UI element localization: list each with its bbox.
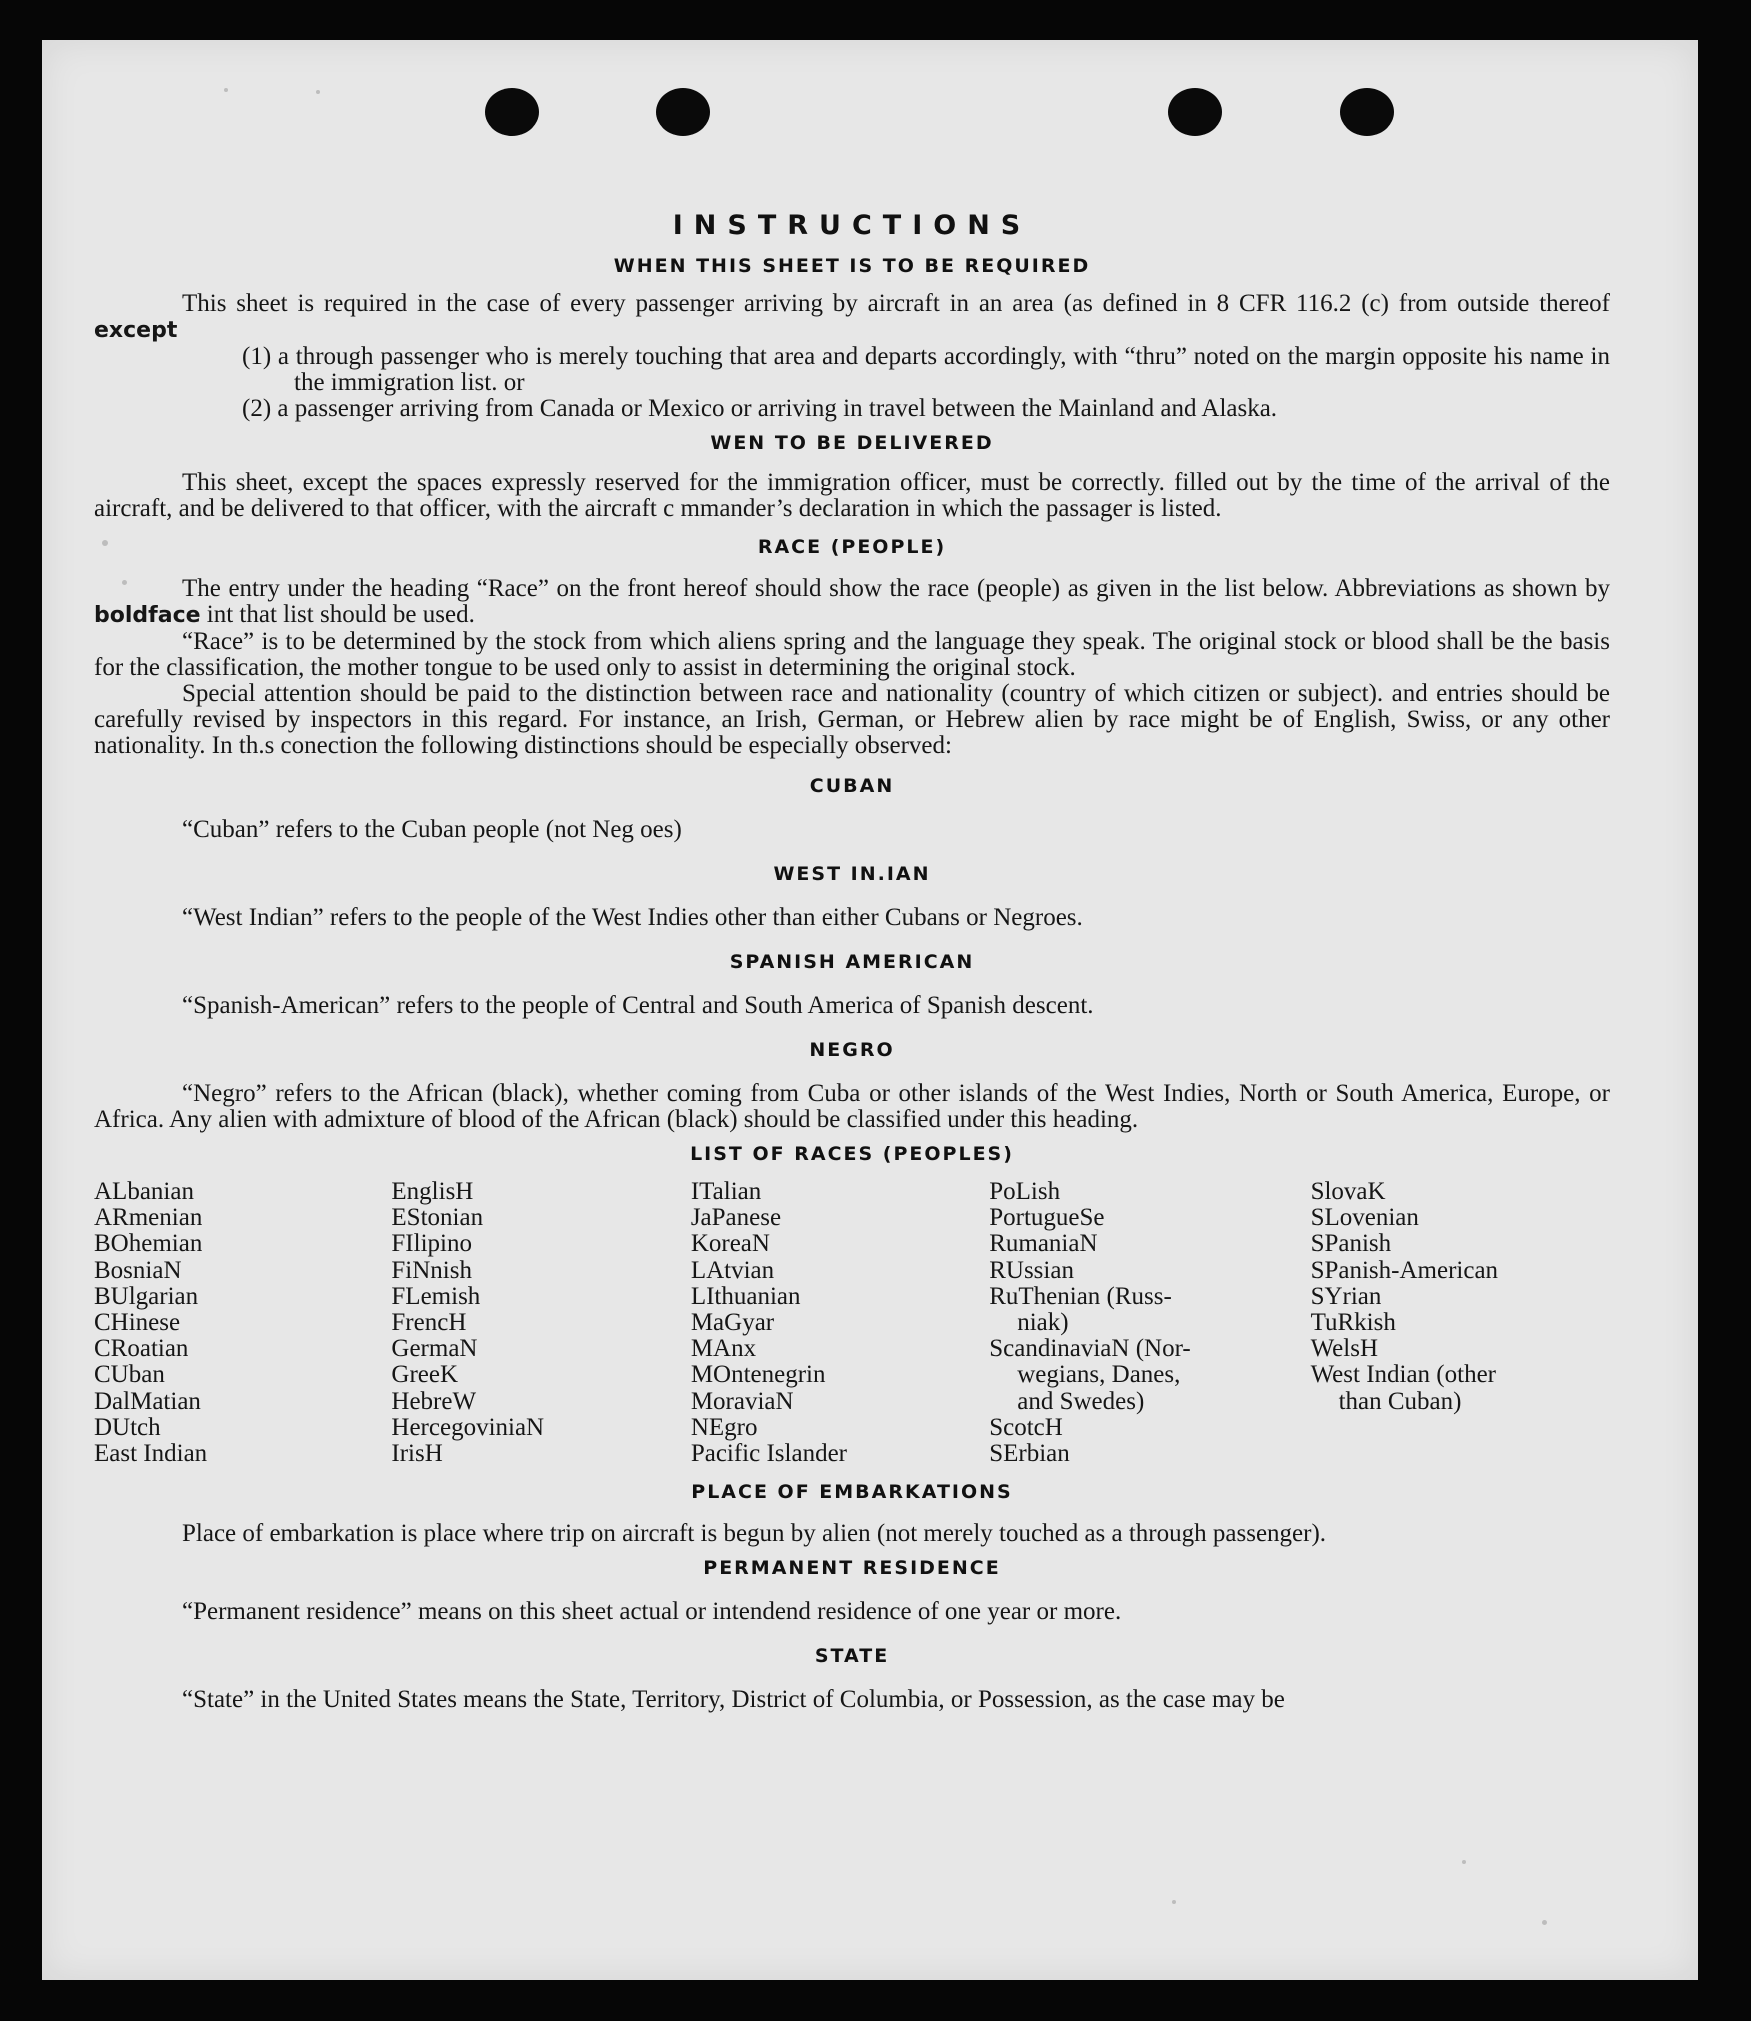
race-item: DUtch: [94, 1413, 161, 1441]
race-item: Pacific Islander: [690, 1440, 847, 1468]
race-item: RuThenian (Russ-: [989, 1282, 1172, 1310]
race-item: CRoatian: [94, 1335, 189, 1363]
race-item: ARmenian: [94, 1204, 203, 1232]
race-item: East Indian: [94, 1440, 208, 1468]
race-item: than Cuban): [1338, 1387, 1462, 1415]
race-item: IrisH: [391, 1440, 443, 1468]
punch-hole: [485, 88, 539, 136]
race-item: BUlgarian: [94, 1282, 199, 1310]
paragraph-place-of-embarkation: Place of embarkation is place where trip on aircraft is begun by alien (not merely touched as a through passenger).: [182, 1520, 1327, 1548]
race-item: FIlipino: [391, 1230, 472, 1258]
race-item: SPanish: [1310, 1230, 1392, 1258]
heading-state: STATE: [814, 1645, 890, 1668]
race-item: HercegoviniaN: [391, 1413, 545, 1441]
race-item: EStonian: [391, 1204, 484, 1232]
race-item: FiNnish: [391, 1256, 472, 1284]
race-item: NEgro: [690, 1413, 758, 1441]
paragraph-race-3: Special attention should be paid to the distinction between race and nationality (country of which citizen or subject). and entries should be carefully revised by inspectors in this regard. For instance, an Irish, German, or Hebrew alien by race might be of English, Swiss, or any other nationality. In th.s conection the following distinctions should be especially observed:: [94, 680, 1610, 759]
heading-permanent-residence: PERMANENT RESIDENCE: [703, 1557, 1001, 1580]
punch-hole: [1340, 88, 1394, 136]
races-column-4: [989, 1179, 1310, 1467]
race-item: ScotcH: [989, 1413, 1063, 1441]
race-item: niak): [1017, 1309, 1069, 1337]
race-item: SYrian: [1310, 1282, 1382, 1310]
race-item: JaPanese: [690, 1204, 782, 1232]
race-item: HebreW: [391, 1387, 477, 1415]
paragraph-when-required: [94, 291, 1610, 344]
list-item: (1) a through passenger who is merely touching that area and departs accordingly, with “thru” noted on the margin opposite his name in the immigration list. or: [242, 343, 1610, 396]
race-item: DalMatian: [94, 1387, 201, 1415]
race-item: CUban: [94, 1361, 165, 1389]
race-item: ITalian: [690, 1178, 762, 1205]
heading-when-required: WHEN THIS SHEET IS TO BE REQUIRED: [613, 255, 1091, 277]
race-item: FrencH: [391, 1309, 467, 1337]
race-item: PortugueSe: [989, 1204, 1105, 1232]
race-item: wegians, Danes,: [1017, 1361, 1181, 1389]
race-item: ALbanian: [94, 1178, 194, 1205]
heading-when-delivered: WEN TO BE DELIVERED: [710, 432, 994, 454]
heading-negro: NEGRO: [809, 1039, 895, 1061]
race-item: PoLish: [989, 1178, 1061, 1205]
paragraph-spanish-american: “Spanish-American” refers to the people of Central and South America of Spanish descent.: [182, 992, 1094, 1019]
paragraph-permanent-residence: “Permanent residence” means on this sheet actual or intendend residence of one year or more.: [182, 1598, 1122, 1626]
paragraph-negro: “Negro” refers to the African (black), whether coming from Cuba or other islands of the West Indies, North or South America, Europe, or Africa. Any alien with admixture of blood of the African (black) should be classified under this heading.: [94, 1080, 1610, 1133]
races-column-2: [391, 1179, 690, 1467]
race-item: FLemish: [391, 1282, 481, 1310]
race-item: SLovenian: [1310, 1204, 1419, 1232]
document-page: [42, 40, 1698, 1980]
race-item: MaGyar: [690, 1309, 775, 1337]
paragraph-cuban: “Cuban” refers to the Cuban people (not Neg oes): [182, 816, 682, 843]
race-item: TuRkish: [1310, 1309, 1396, 1337]
heading-west-indian: WEST IN.IAN: [773, 863, 931, 885]
heading-race: RACE (PEOPLE): [757, 536, 947, 558]
races-column-1: [94, 1179, 391, 1467]
paragraph-west-indian: “West Indian” refers to the people of the West Indies other than either Cubans or Negroes.: [182, 904, 1083, 931]
paragraph-when-delivered: This sheet, except the spaces expressly reserved for the immigration officer, must be correctly. filled out by the time of the arrival of the aircraft, and be delivered to that officer, with the aircraft c mmander’s declaration in which the passager is listed.: [94, 469, 1610, 522]
race-item: RumaniaN: [989, 1230, 1098, 1258]
race-item: MoraviaN: [690, 1387, 794, 1415]
race-item: KoreaN: [690, 1230, 770, 1258]
race-item: CHinese: [94, 1309, 181, 1337]
race-text-a: The entry under the heading “Race” on the front hereof should show the race (people) as given in the list below. Abbreviations as shown by: [182, 575, 1610, 602]
race-text-b: int that list should be used.: [206, 601, 475, 628]
race-item: LIthuanian: [690, 1282, 801, 1310]
punch-hole: [656, 88, 710, 136]
boldface-word: boldface: [94, 603, 201, 628]
races-list: [94, 1179, 1610, 1467]
race-item: GermaN: [391, 1335, 478, 1363]
paragraph-race-2: “Race” is to be determined by the stock from which aliens spring and the language they speak. The original stock or blood shall be the basis for the classification, the mother tongue to be used only to assist in determining the original stock.: [94, 628, 1610, 681]
race-item: BosniaN: [94, 1256, 182, 1284]
paragraph-state: “State” in the United States means the State, Territory, District of Columbia, or Possession, as the case may be: [182, 1686, 1285, 1714]
race-item: WelsH: [1310, 1335, 1378, 1363]
race-item: EnglisH: [391, 1178, 474, 1205]
heading-spanish-american: SPANISH AMERICAN: [729, 951, 975, 973]
heading-place-of-embarkation: PLACE OF EMBARKATIONS: [691, 1481, 1013, 1504]
race-item: SErbian: [989, 1440, 1070, 1468]
heading-cuban: CUBAN: [809, 775, 895, 797]
races-column-5: [1311, 1179, 1610, 1467]
paragraph-race-1: [94, 576, 1610, 629]
race-item: SlovaK: [1310, 1178, 1386, 1205]
instructions-content: [94, 170, 1610, 1713]
page-title: INSTRUCTIONS: [672, 210, 1032, 241]
race-item: ScandinaviaN (Nor-: [989, 1335, 1191, 1363]
race-item: MAnx: [690, 1335, 757, 1363]
race-item: LAtvian: [690, 1256, 775, 1284]
punch-hole: [1168, 88, 1222, 136]
races-column-3: [691, 1179, 989, 1467]
race-item: RUssian: [989, 1256, 1074, 1284]
except-word: except: [94, 318, 178, 343]
heading-list-of-races: LIST OF RACES (PEOPLES): [690, 1143, 1014, 1165]
race-item: and Swedes): [1017, 1387, 1145, 1415]
race-item: MOntenegrin: [690, 1361, 826, 1389]
race-item: SPanish-American: [1310, 1256, 1499, 1284]
race-item: West Indian (other: [1310, 1361, 1497, 1389]
when-required-text: This sheet is required in the case of every passenger arriving by aircraft in an area (as defined in 8 CFR 116.2 (c) from outside thereof: [182, 290, 1610, 317]
list-item: (2) a passenger arriving from Canada or Mexico or arriving in travel between the Mainland and Alaska.: [242, 395, 1278, 422]
race-item: GreeK: [391, 1361, 459, 1389]
race-item: BOhemian: [94, 1230, 203, 1258]
